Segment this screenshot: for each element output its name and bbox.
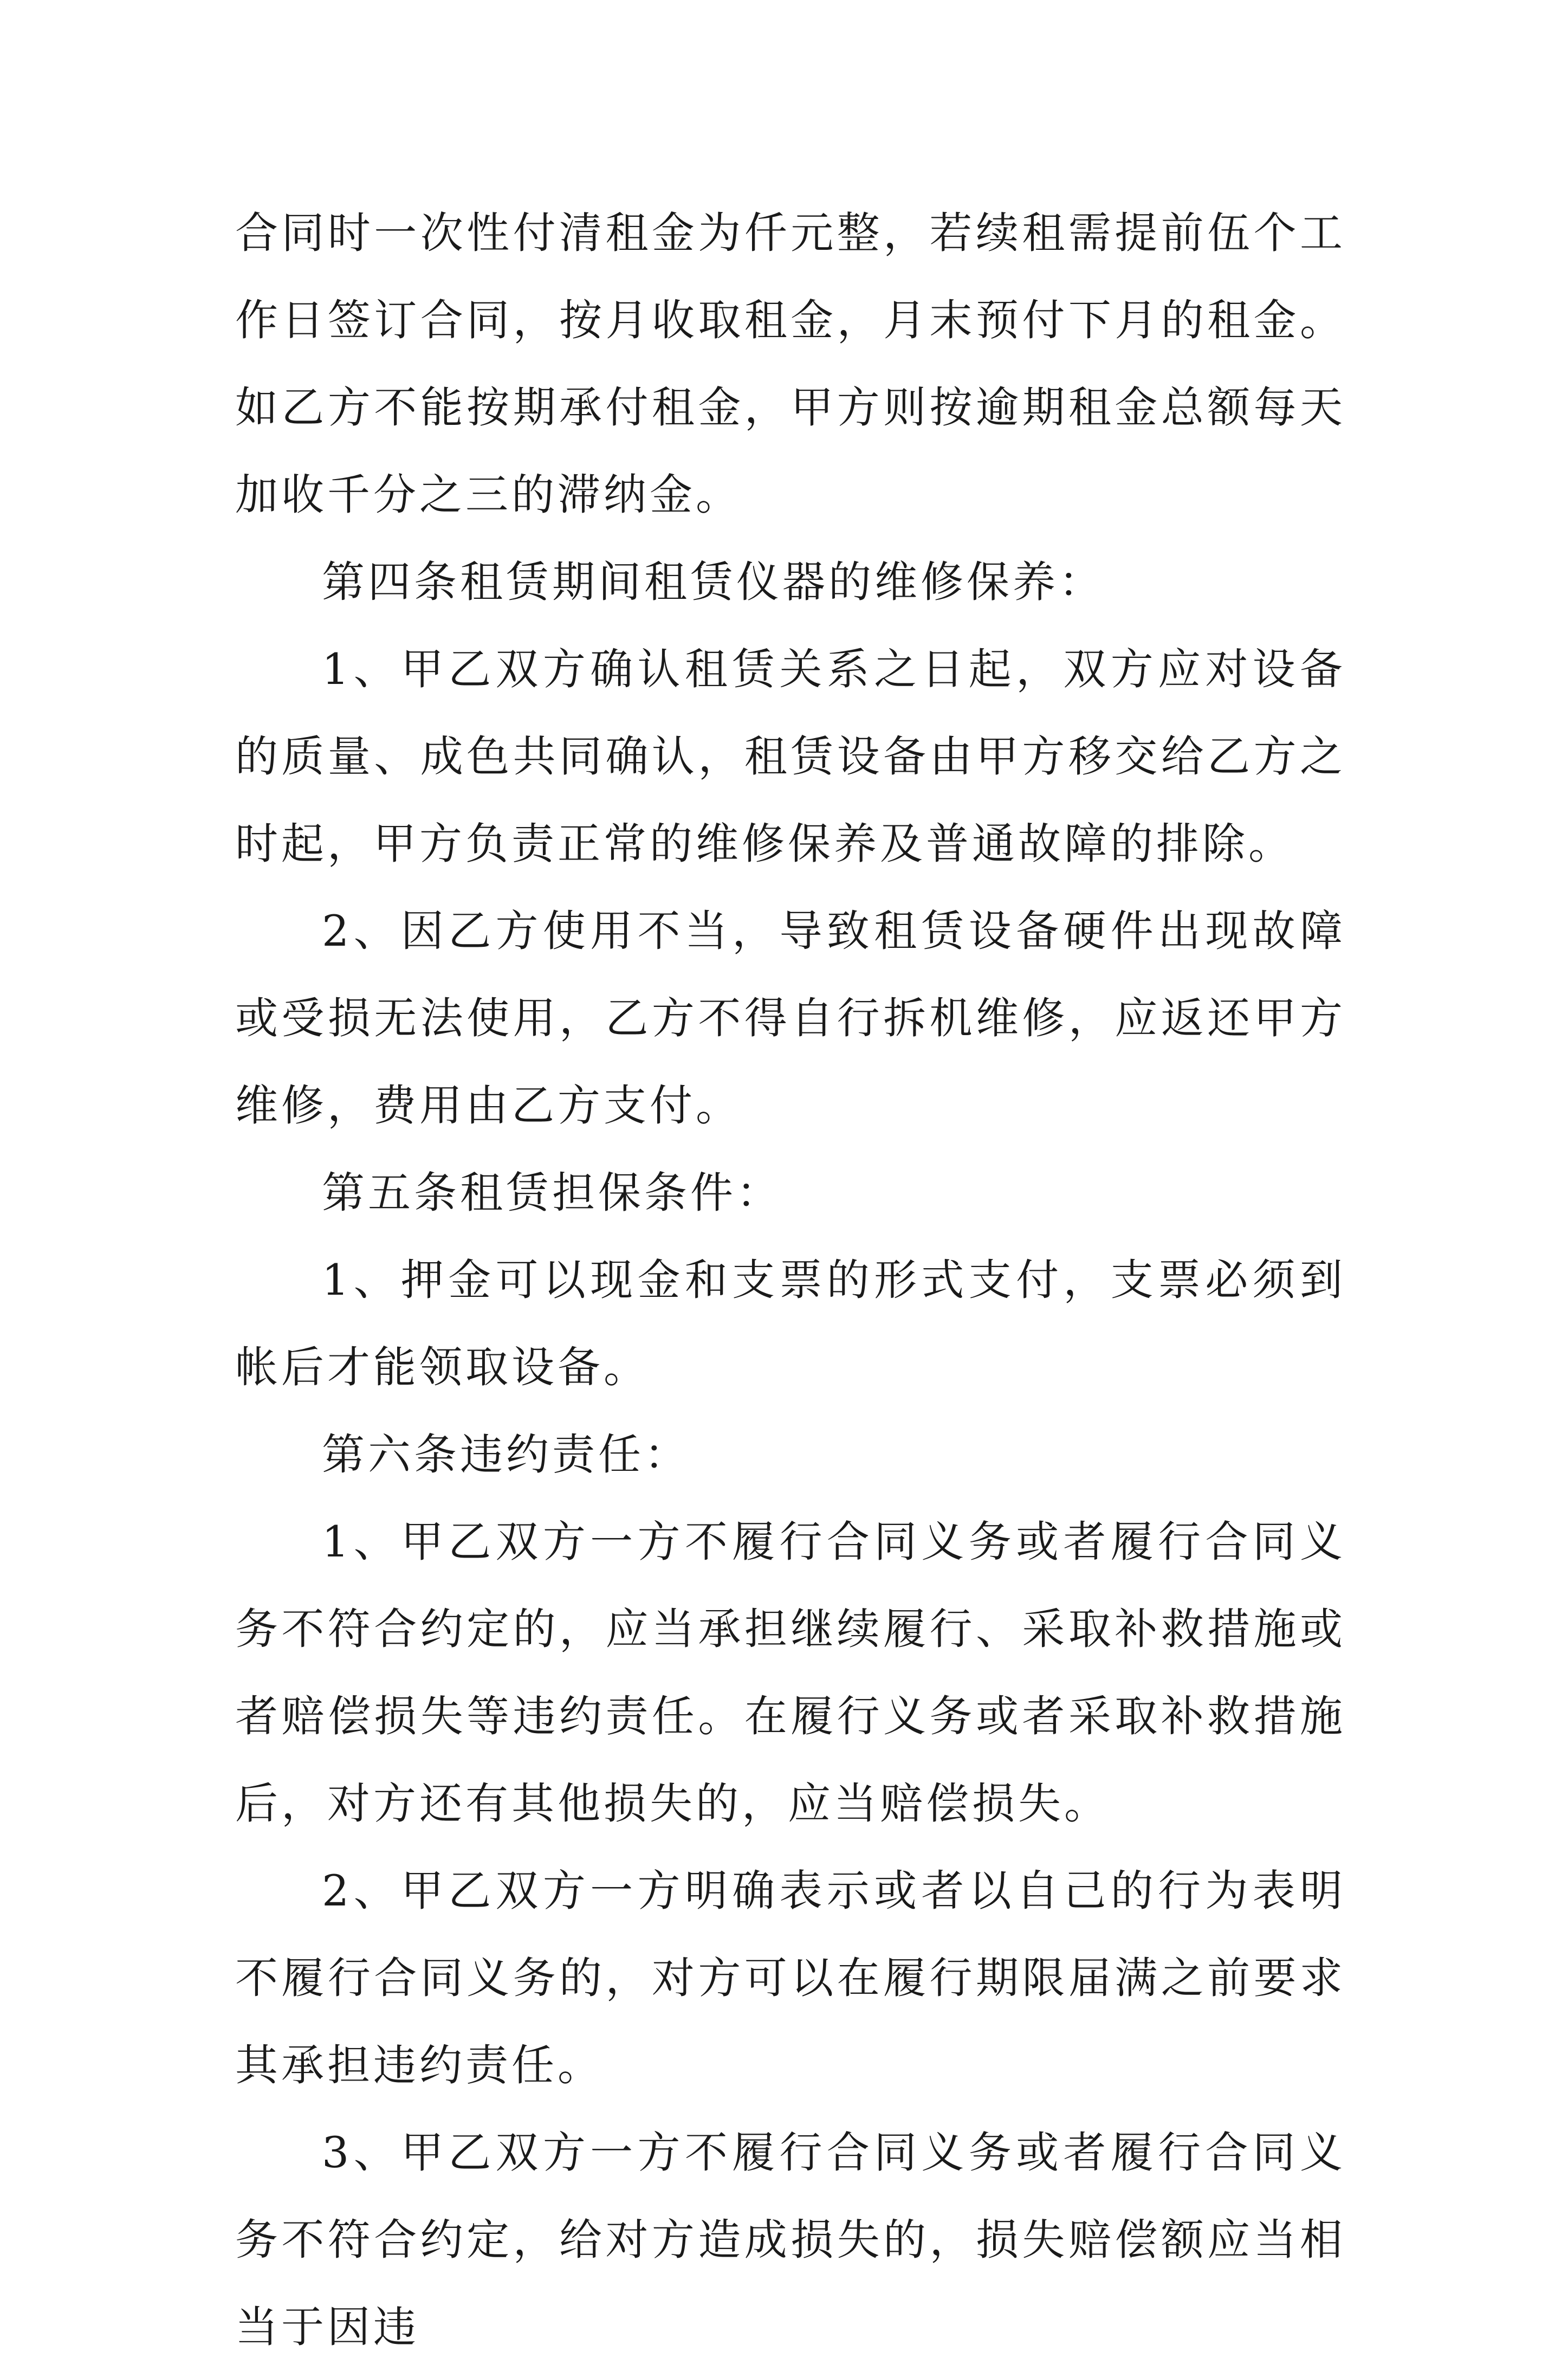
document-body bbox=[235, 190, 1346, 2371]
article-6-clause-2: 2、甲乙双方一方明确表示或者以自己的行为表明不履行合同义务的，对方可以在履行期限届满之前要求其承担违约责任。 bbox=[235, 1866, 1346, 2090]
article-6-heading: 第六条违约责任： bbox=[322, 1430, 690, 1480]
article-6-clause-1: 1、甲乙双方一方不履行合同义务或者履行合同义务不符合约定的，应当承担继续履行、采取补救措施或者赔偿损失等违约责任。在履行义务或者采取补救措施后，对方还有其他损失的，应当赔偿损失。 bbox=[235, 1517, 1346, 1829]
article-4-clause-1: 1、甲乙双方确认租赁关系之日起，双方应对设备的质量、成色共同确认，租赁设备由甲方移交给乙方之时起，甲方负责正常的维修保养及普通故障的排除。 bbox=[235, 644, 1346, 869]
article-5-heading: 第五条租赁担保条件： bbox=[322, 1168, 782, 1218]
article-4-clause-2: 2、因乙方使用不当，导致租赁设备硬件出现故障或受损无法使用，乙方不得自行拆机维修，应返还甲方维修，费用由乙方支付。 bbox=[235, 906, 1346, 1130]
article-5-clause-1: 1、押金可以现金和支票的形式支付，支票必须到帐后才能领取设备。 bbox=[235, 1255, 1346, 1392]
article-6-clause-3: 3、甲乙双方一方不履行合同义务或者履行合同义务不符合约定，给对方造成损失的，损失赔偿额应当相当于因违 bbox=[235, 2128, 1346, 2352]
paragraph-payment-continuation: 合同时一次性付清租金为仟元整，若续租需提前伍个工作日签订合同，按月收取租金，月末预付下月的租金。如乙方不能按期承付租金，甲方则按逾期租金总额每天加收千分之三的滞纳金。 bbox=[235, 208, 1346, 520]
article-4-heading: 第四条租赁期间租赁仪器的维修保养： bbox=[322, 557, 1105, 607]
